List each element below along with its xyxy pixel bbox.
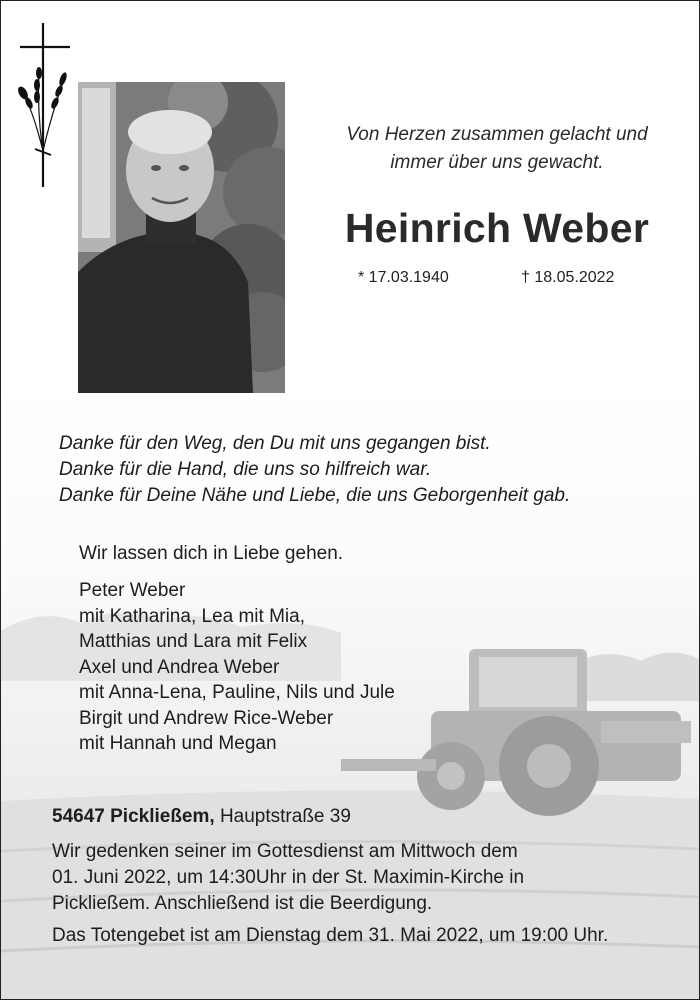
cross-with-wheat-icon xyxy=(15,21,75,196)
thanks-line: Danke für die Hand, die uns so hilfreich war. xyxy=(59,459,432,480)
address-city: 54647 Pickließem, xyxy=(52,806,215,827)
motto xyxy=(301,121,693,177)
birth-date: * 17.03.1940 xyxy=(358,269,449,286)
address-street: Hauptstraße 39 xyxy=(219,806,351,827)
thanks-line: Danke für Deine Nähe und Liebe, die uns Geborgenheit gab. xyxy=(59,485,571,506)
family-line: Matthias und Lara mit Felix xyxy=(79,631,308,652)
family-line: mit Katharina, Lea mit Mia, xyxy=(79,605,305,627)
service-info xyxy=(52,839,682,917)
family-line: Axel und Andrea Weber xyxy=(79,656,280,678)
family-line: mit Hannah und Megan xyxy=(79,733,277,754)
deceased-name: Heinrich Weber xyxy=(344,205,650,251)
motto-line-1: Von Herzen zusammen gelacht und xyxy=(346,124,648,145)
service-line: Pickließem. Anschließend ist die Beerdigung. xyxy=(52,893,433,914)
farewell-text: Wir lassen dich in Liebe gehen. xyxy=(79,543,344,564)
family-list xyxy=(79,578,395,757)
family-line: mit Anna-Lena, Pauline, Nils und Jule xyxy=(79,682,395,703)
prayer-info: Das Totengebet ist am Dienstag dem 31. Mai 2022, um 19:00 Uhr. xyxy=(52,925,609,946)
service-line: 01. Juni 2022, um 14:30Uhr in der St. Maximin-Kirche in xyxy=(52,867,525,888)
death-date: † 18.05.2022 xyxy=(521,269,615,286)
thanks-line: Danke für den Weg, den Du mit uns gegangen bist. xyxy=(59,433,491,454)
thanks-verse xyxy=(59,431,679,509)
motto-line-2: immer über uns gewacht. xyxy=(390,152,604,173)
service-line: Wir gedenken seiner im Gottesdienst am Mittwoch dem xyxy=(52,841,518,862)
address xyxy=(52,806,351,828)
portrait-photo xyxy=(78,82,285,393)
family-line: Birgit und Andrew Rice-Weber xyxy=(79,707,334,729)
family-line: Peter Weber xyxy=(79,580,186,601)
